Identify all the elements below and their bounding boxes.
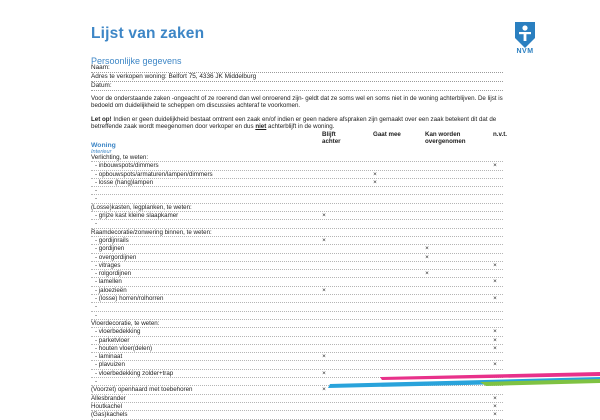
column-header-gaat-mee: Gaat mee [373,131,401,138]
personal-details-heading: Persoonlijke gegevens [91,56,182,66]
check-mark: × [493,344,497,352]
row-label: - vitrages [95,261,121,269]
row-label: Allesbrander [91,394,126,402]
row-label: - losse (hang)lampen [95,178,154,186]
check-mark: × [322,369,326,377]
intro-paragraph: Voor de onderstaande zaken -ongeacht of ze roerend dan wel onroerend zijn- geldt dat ze soms wel en soms niet in de woning achterblijven. De lijst is bedoeld om duidelijkheid te scheppen om discussies achteraf te voorkomen. [91,95,503,110]
check-mark: × [493,411,497,419]
page-title: Lijst van zaken [91,25,205,42]
check-mark: × [493,261,497,269]
row-label: - gordijnrails [95,236,129,244]
check-mark: × [493,162,497,170]
warning-text: Indien er geen duidelijkheid bestaat omtrent een zaak en/of indien er geen nadere afspraken zijn gemaakt over een zaak betekent dit dat de betreffende zaak wordt meegenomen door verkoper en dus [91,116,497,131]
row-label: - laminaat [95,353,123,361]
row-label: Vloerdecoratie, te weten: [91,319,160,327]
row-label: - [95,220,98,228]
row-label: - houten vloer(delen) [95,344,153,352]
check-mark: × [493,402,497,410]
check-mark: × [322,286,326,294]
row-label: - [95,303,98,311]
row-label: - [95,195,98,203]
row-label: - vloerbedekking zolder+trap [95,369,174,377]
row-label: - (losse) horren/rolhorren [95,295,164,303]
name-label: Naam: [91,64,110,71]
check-mark: × [493,336,497,344]
column-header-nvt: n.v.t. [493,131,507,138]
date-label: Datum: [91,82,112,89]
address-value: Belfort 75, 4336 JK Middelburg [168,73,257,80]
table-row [91,403,503,411]
check-mark: × [373,170,377,178]
warning-text-end: achterblijft in de woning. [266,123,335,131]
check-mark: × [493,278,497,286]
logo-text: NVM [516,48,534,55]
check-mark: × [322,212,326,220]
check-mark: × [322,353,326,361]
row-label: (Voorzet) openhaard met toebehoren [91,386,193,394]
check-mark: × [493,328,497,336]
check-mark: × [322,236,326,244]
warning-emphasis: niet [255,123,267,131]
table-row [91,411,503,419]
row-label: - grijze kast kleine slaapkamer [95,212,179,220]
row-label: Verlichting, te weten: [91,154,149,161]
row-label: - [95,311,98,319]
row-label: (Losse)kasten, legplanken, te weten: [91,203,192,211]
row-label: - rolgordijnen [95,270,132,278]
subsection-heading: Interieur [91,149,112,155]
check-mark: × [493,394,497,402]
column-header-blijft-achter: Blijft achter [322,131,341,145]
row-label: - [95,187,98,195]
check-mark: × [425,253,429,261]
row-label: Raamdecoratie/zonwering binnen, te weten: [91,228,212,236]
column-header-kan-worden-overgenomen: Kan worden overgenomen [425,131,466,145]
check-mark: × [373,178,377,186]
row-label: - overgordijnen [95,253,137,261]
row-label: - inbouwspots/dimmers [95,162,159,170]
row-label: - vloerbedekking [95,328,141,336]
address-label: Adres te verkopen woning: [91,73,167,80]
row-label: - parketvloer [95,336,130,344]
row-label: - lamellen [95,278,122,286]
section-heading: Woning [91,142,116,149]
check-mark: × [322,386,326,394]
row-label: - [95,378,98,386]
check-mark: × [425,270,429,278]
row-label: - plavuizen [95,361,125,369]
row-label: - opbouwspots/armaturen/lampen/dimmers [95,170,213,178]
row-label: Houtkachel [91,402,122,410]
check-mark: × [425,245,429,253]
check-mark: × [493,295,497,303]
warning-lead: Let op! [91,116,112,123]
row-label: - jaloezieën [95,286,127,294]
row-label: (Gas)kachels [91,411,128,419]
check-mark: × [493,361,497,369]
row-label: - gordijnen [95,245,125,253]
